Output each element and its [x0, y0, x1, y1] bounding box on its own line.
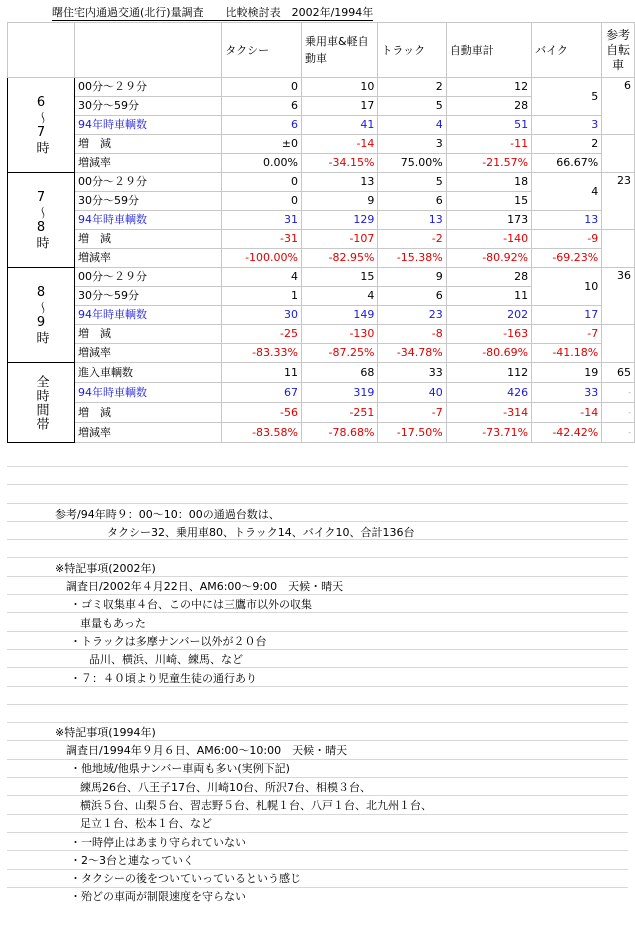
- empty-cell: [602, 135, 635, 173]
- cell-value: 33: [378, 363, 446, 383]
- cell-value: 13: [378, 211, 446, 230]
- cell-value: 0: [222, 192, 302, 211]
- header-blank: [75, 23, 222, 78]
- cell-value: 68: [302, 363, 378, 383]
- cell-value: 67: [222, 383, 302, 403]
- row-label: 増 減: [75, 403, 222, 423]
- cell-value: 202: [446, 306, 531, 325]
- notes-heading: ※特記事項(2002年): [55, 562, 156, 575]
- grid-line: [7, 557, 628, 558]
- reference-text: 参考/94年時９：00〜10：00の通過台数は、: [55, 508, 280, 521]
- table-row: [8, 423, 635, 443]
- cell-value: -80.92%: [446, 249, 531, 268]
- table-row: [8, 363, 635, 383]
- row-label: 00分〜２９分: [75, 268, 222, 287]
- cell-value: 319: [302, 383, 378, 403]
- cell-value: -14: [302, 135, 378, 154]
- reference-text: タクシー32、乗用車80、トラック14、バイク10、合計136台: [107, 526, 415, 539]
- grid-line: [7, 594, 628, 595]
- cell-value: -163: [446, 325, 531, 344]
- cell-value: 129: [302, 211, 378, 230]
- column-header: バイク: [532, 23, 602, 78]
- cell-value: -140: [446, 230, 531, 249]
- header-blank: [8, 23, 75, 78]
- bicycle-value: -: [602, 403, 635, 423]
- bike-value: 33: [532, 383, 602, 403]
- cell-value: -15.38%: [378, 249, 446, 268]
- cell-value: 17: [302, 97, 378, 116]
- cell-value: 41: [302, 116, 378, 135]
- cell-value: 15: [302, 268, 378, 287]
- cell-value: -31: [222, 230, 302, 249]
- cell-value: -80.69%: [446, 344, 531, 363]
- row-label: 30分〜59分: [75, 192, 222, 211]
- row-label: 増 減: [75, 135, 222, 154]
- row-label: 増 減: [75, 230, 222, 249]
- note-line: 練馬26台、八王子17台、川崎10台、所沢7台、相模３台、: [80, 780, 371, 794]
- row-label: 00分〜２９分: [75, 173, 222, 192]
- row-label: 増 減: [75, 325, 222, 344]
- cell-value: -34.15%: [302, 154, 378, 173]
- table-row: [8, 154, 635, 173]
- cell-value: -130: [302, 325, 378, 344]
- cell-value: 10: [302, 78, 378, 97]
- time-group-label: 6〜7時: [8, 78, 75, 173]
- table-row: [8, 23, 635, 78]
- bicycle-value: 36: [602, 268, 635, 325]
- empty-cell: [602, 230, 635, 268]
- bike-value: -41.18%: [532, 344, 602, 363]
- bike-value: -69.23%: [532, 249, 602, 268]
- row-label: 00分〜２９分: [75, 78, 222, 97]
- column-header: 自動車計: [446, 23, 531, 78]
- cell-value: ±0: [222, 135, 302, 154]
- row-label: 進入車輌数: [75, 363, 222, 383]
- grid-line: [7, 631, 628, 632]
- grid-line: [7, 722, 628, 723]
- bike-value: 5: [532, 78, 602, 116]
- cell-value: 112: [446, 363, 531, 383]
- bike-value: 66.67%: [532, 154, 602, 173]
- cell-value: 11: [222, 363, 302, 383]
- cell-value: -17.50%: [378, 423, 446, 443]
- note-line: ・タクシーの後をついていっているという感じ: [70, 872, 301, 886]
- grid-line: [7, 466, 628, 467]
- cell-value: 2: [378, 78, 446, 97]
- page-title: 曙住宅内通過交通(北行)量調査 比較検討表 2002年/1994年: [52, 6, 374, 19]
- cell-value: -2: [378, 230, 446, 249]
- table-row: [8, 135, 635, 154]
- cell-value: 426: [446, 383, 531, 403]
- note-line: ・ゴミ収集車４台、この中には三鷹市以外の収集: [70, 598, 312, 612]
- cell-value: -83.58%: [222, 423, 302, 443]
- bike-value: -14: [532, 403, 602, 423]
- cell-value: 3: [378, 135, 446, 154]
- cell-value: -25: [222, 325, 302, 344]
- row-label: 増減率: [75, 423, 222, 443]
- time-group-label: 8〜9時: [8, 268, 75, 363]
- cell-value: -78.68%: [302, 423, 378, 443]
- cell-value: -251: [302, 403, 378, 423]
- cell-value: 6: [378, 192, 446, 211]
- table-row: [8, 344, 635, 363]
- bike-value: 10: [532, 268, 602, 306]
- cell-value: 30: [222, 306, 302, 325]
- table-row: [8, 383, 635, 403]
- grid-line: [7, 740, 628, 741]
- cell-value: 9: [378, 268, 446, 287]
- bike-value: -42.42%: [532, 423, 602, 443]
- table-row: [8, 306, 635, 325]
- note-line: 車量もあった: [80, 616, 146, 630]
- cell-value: -73.71%: [446, 423, 531, 443]
- bike-value: -9: [532, 230, 602, 249]
- grid-line: [7, 576, 628, 577]
- column-header: 乗用車&軽自動車: [302, 23, 378, 78]
- column-header: トラック: [378, 23, 446, 78]
- note-line: 足立１台、松本１台、など: [80, 817, 212, 831]
- row-label: 94年時車輌数: [75, 383, 222, 403]
- cell-value: 6: [222, 116, 302, 135]
- cell-value: 75.00%: [378, 154, 446, 173]
- comparison-table: [7, 22, 635, 443]
- table-row: [8, 211, 635, 230]
- bike-value: 2: [532, 135, 602, 154]
- empty-cell: [602, 325, 635, 363]
- cell-value: -314: [446, 403, 531, 423]
- cell-value: 4: [222, 268, 302, 287]
- table-row: [8, 403, 635, 423]
- grid-line: [7, 795, 628, 796]
- cell-value: -82.95%: [302, 249, 378, 268]
- bike-value: 17: [532, 306, 602, 325]
- table-row: [8, 268, 635, 287]
- cell-value: -56: [222, 403, 302, 423]
- cell-value: 28: [446, 268, 531, 287]
- note-line: ・殆どの車両が制限速度を守らない: [70, 890, 246, 904]
- row-label: 94年時車輌数: [75, 211, 222, 230]
- time-group-label: 全時間帯: [8, 363, 75, 443]
- cell-value: 0.00%: [222, 154, 302, 173]
- bicycle-value: 23: [602, 173, 635, 230]
- grid-line: [7, 686, 628, 687]
- cell-value: 5: [378, 97, 446, 116]
- grid-line: [7, 649, 628, 650]
- cell-value: 51: [446, 116, 531, 135]
- grid-line: [7, 704, 628, 705]
- note-line: ・７：４０頃より児童生徒の通行あり: [70, 671, 257, 685]
- cell-value: 149: [302, 306, 378, 325]
- cell-value: -21.57%: [446, 154, 531, 173]
- cell-value: -8: [378, 325, 446, 344]
- cell-value: -11: [446, 135, 531, 154]
- bike-value: 4: [532, 173, 602, 211]
- note-line: ・2〜3台と連なっていく: [70, 853, 194, 867]
- bike-value: -7: [532, 325, 602, 344]
- row-label: 94年時車輌数: [75, 116, 222, 135]
- table-row: [8, 249, 635, 268]
- table-row: [8, 230, 635, 249]
- cell-value: 0: [222, 173, 302, 192]
- note-line: ・トラックは多摩ナンバー以外が２０台: [70, 634, 267, 648]
- cell-value: -107: [302, 230, 378, 249]
- cell-value: 4: [302, 287, 378, 306]
- note-line: 調査日/1994年９月６日、AM6:00〜10:00 天候・晴天: [66, 744, 348, 757]
- row-label: 増減率: [75, 154, 222, 173]
- bicycle-value: -: [602, 423, 635, 443]
- cell-value: 173: [446, 211, 531, 230]
- note-line: 品川、横浜、川崎、練馬、など: [89, 653, 243, 667]
- row-label: 増減率: [75, 249, 222, 268]
- row-label: 増減率: [75, 344, 222, 363]
- row-label: 30分〜59分: [75, 287, 222, 306]
- cell-value: 4: [378, 116, 446, 135]
- row-label: 94年時車輌数: [75, 306, 222, 325]
- cell-value: 6: [378, 287, 446, 306]
- column-header: タクシー: [222, 23, 302, 78]
- cell-value: 1: [222, 287, 302, 306]
- cell-value: 18: [446, 173, 531, 192]
- cell-value: 31: [222, 211, 302, 230]
- cell-value: -83.33%: [222, 344, 302, 363]
- cell-value: 40: [378, 383, 446, 403]
- note-line: ・他地域/他県ナンバー車両も多い(実例下記): [70, 762, 290, 776]
- note-line: 横浜５台、山梨５台、習志野５台、札幌１台、八戸１台、北九州１台、: [80, 798, 432, 812]
- table-row: [8, 116, 635, 135]
- cell-value: 12: [446, 78, 531, 97]
- bicycle-value: 65: [602, 363, 635, 383]
- cell-value: 28: [446, 97, 531, 116]
- cell-value: -7: [378, 403, 446, 423]
- cell-value: 13: [302, 173, 378, 192]
- row-label: 30分〜59分: [75, 97, 222, 116]
- table-row: [8, 325, 635, 344]
- bike-value: 3: [532, 116, 602, 135]
- cell-value: -87.25%: [302, 344, 378, 363]
- bike-value: 19: [532, 363, 602, 383]
- bicycle-value: -: [602, 383, 635, 403]
- note-line: ・一時停止はあまり守られていない: [70, 835, 246, 849]
- note-line: 調査日/2002年４月22日、AM6:00〜9:00 天候・晴天: [66, 580, 344, 593]
- cell-value: 11: [446, 287, 531, 306]
- grid-line: [7, 503, 628, 504]
- cell-value: 9: [302, 192, 378, 211]
- cell-value: 23: [378, 306, 446, 325]
- table-row: [8, 173, 635, 192]
- grid-line: [7, 484, 628, 485]
- cell-value: 15: [446, 192, 531, 211]
- cell-value: -34.78%: [378, 344, 446, 363]
- column-header: 参考自転車: [602, 23, 635, 78]
- bicycle-value: 6: [602, 78, 635, 135]
- time-group-label: 7〜8時: [8, 173, 75, 268]
- cell-value: 0: [222, 78, 302, 97]
- notes-heading: ※特記事項(1994年): [55, 726, 156, 739]
- cell-value: 5: [378, 173, 446, 192]
- bike-value: 13: [532, 211, 602, 230]
- cell-value: 6: [222, 97, 302, 116]
- cell-value: -100.00%: [222, 249, 302, 268]
- table-row: [8, 78, 635, 97]
